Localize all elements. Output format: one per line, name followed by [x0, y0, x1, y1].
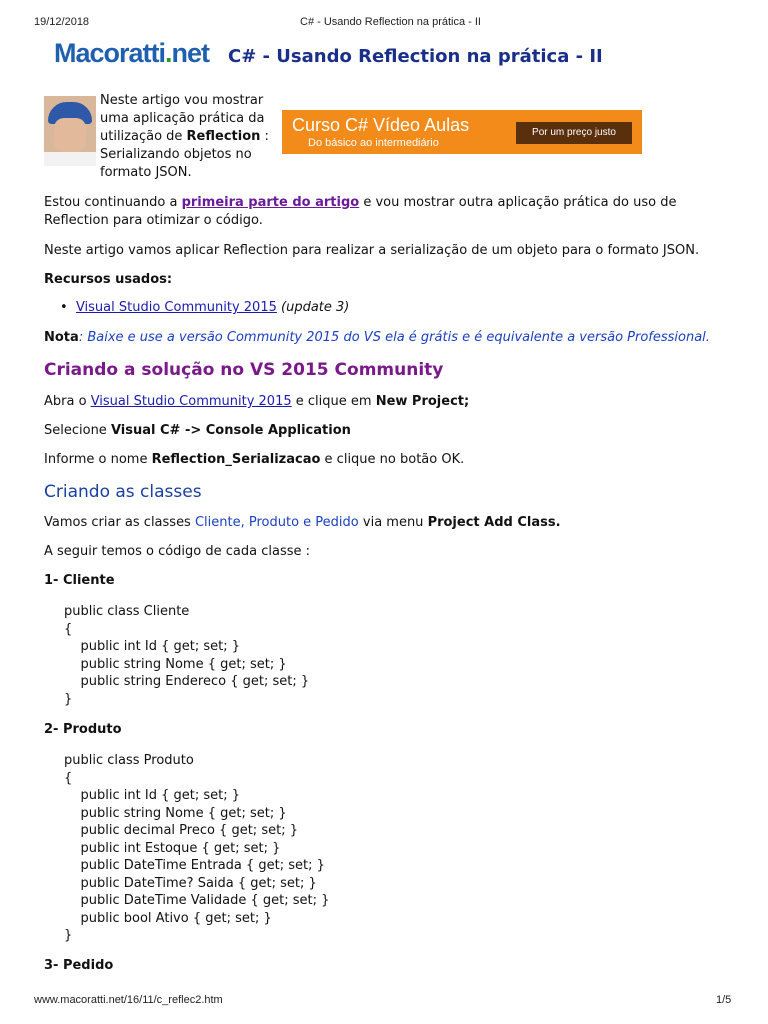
resources-heading: Recursos usados:	[44, 272, 173, 287]
paragraph-purpose: Neste artigo vamos aplicar Reflection para realizar a serialização de um objeto para o formato JSON.	[44, 243, 700, 258]
vs-community-link-2[interactable]: Visual Studio Community 2015	[90, 394, 292, 409]
classes-intro: Vamos criar as classes Cliente, Produto e Pedido via menu Project Add Class.	[44, 515, 561, 530]
code-block-produto: public class Produto { public int Id { get; set; } public string Nome { get; set; } public decimal Preco { get; set; } public int Estoque { get; set; } public DateTime Entrada { get; set; } public DateTime? Saida { get; set; } public DateTime Validade { get; set; } public bool Ativo { get; set; } }	[64, 753, 330, 943]
print-doc-title: C# - Usando Reflection na prática - II	[300, 16, 481, 28]
first-part-link[interactable]: primeira parte do artigo	[181, 195, 360, 210]
footer-url: www.macoratti.net/16/11/c_reflec2.htm	[34, 994, 223, 1006]
class-label-cliente: 1- Cliente	[44, 573, 115, 588]
resource-item: • Visual Studio Community 2015 (update 3)	[60, 300, 350, 315]
page-title: C# - Usando Reflection na prática - II	[228, 46, 603, 67]
section-heading-solution: Criando a solução no VS 2015 Community	[44, 360, 444, 380]
vs-community-link[interactable]: Visual Studio Community 2015	[75, 300, 277, 315]
section-heading-classes: Criando as classes	[44, 482, 202, 502]
step-open-vs: Abra o Visual Studio Community 2015 e clique em New Project;	[44, 394, 470, 409]
banner-button[interactable]: Por um preço justo	[516, 122, 632, 144]
site-logo[interactable]	[54, 38, 209, 69]
code-intro: A seguir temos o código de cada classe :	[44, 544, 311, 559]
footer-page-number: 1/5	[716, 994, 732, 1006]
class-label-produto: 2- Produto	[44, 722, 122, 737]
banner-subtitle: Do básico ao intermediário	[308, 137, 439, 149]
paragraph-continuation: Estou continuando a primeira parte do artigo e vou mostrar outra aplicação prática do uso de Reflection para otimizar o código.	[44, 195, 677, 228]
banner-title: Curso C# Vídeo Aulas	[292, 115, 470, 135]
print-date: 19/12/2018	[34, 16, 90, 28]
nota: Nota: Baixe e use a versão Community 2015 do VS ela é grátis e é equivalente a versão Professional.	[44, 330, 710, 345]
course-banner[interactable]	[282, 110, 642, 154]
intro-text: Neste artigo vou mostrar uma aplicação prática da utilização de Reflection : Serializando objetos no formato JSON.	[100, 93, 269, 180]
code-block-cliente: public class Cliente { public int Id { get; set; } public string Nome { get; set; } public string Endereco { get; set; } }	[64, 604, 310, 707]
logo-dot: .	[165, 38, 172, 68]
class-label-pedido: 3- Pedido	[44, 958, 114, 973]
step-select-template: Selecione Visual C# -> Console Application	[44, 423, 351, 438]
logo-text-net: net	[171, 38, 210, 68]
author-avatar	[44, 96, 96, 166]
step-project-name: Informe o nome Reflection_Serializacao e clique no botão OK.	[44, 452, 465, 467]
logo-text-main: Macoratti	[54, 38, 166, 68]
